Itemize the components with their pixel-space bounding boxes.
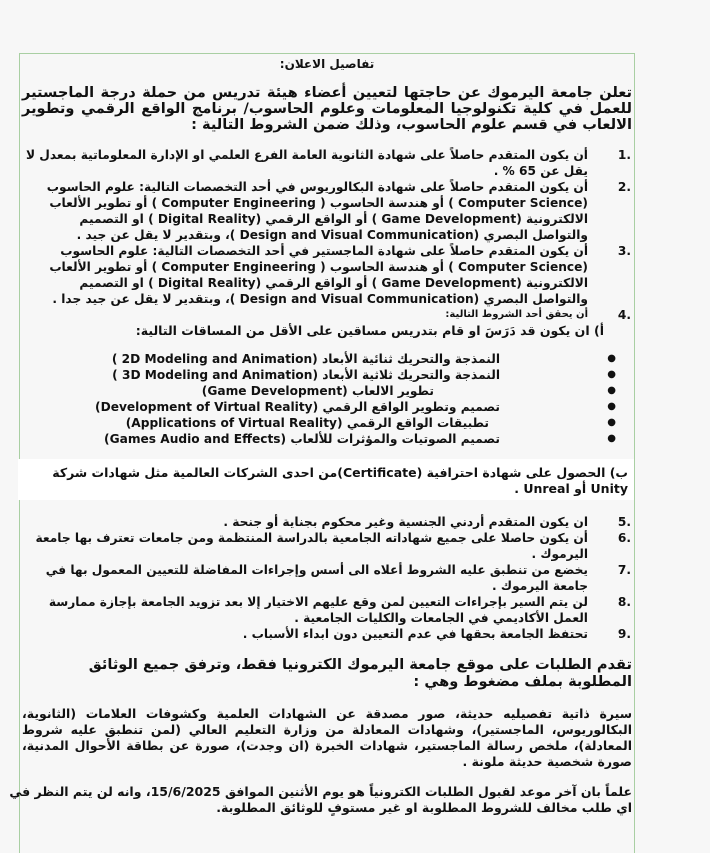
condition-text: أن يكون المتقدم حاصلاً على شهادة الماجستير في أحد التخصصات التالية: علوم الحاسوب (Computer Science ) أو هندسة الحاسوب ( Computer Engineering ) أو تطوير الألعاب الالكترونية (Game Development ) أو الواقع الرقمي (Digital Reality ) او التصميم والتواصل البصري (Design and Visual Communication )، وبتقدير لا يقل عن جيد جدا .: [49, 244, 588, 306]
condition-number: 3.: [617, 244, 631, 258]
condition-number: 8.: [617, 595, 631, 609]
condition-item: [20, 179, 634, 243]
course-text: النمذجة والتحريك ثلاثية الأبعاد (3D Modeling and Animation ): [112, 368, 500, 382]
condition-text: أن يكون المتقدم حاصلاً على شهادة الثانوية العامة الفرع العلمي او الإدارة المعلوماتية بمعدل لا يقل عن 65 % .: [25, 148, 588, 178]
bullet-icon: ●: [607, 369, 616, 380]
bullet-icon: ●: [607, 433, 616, 444]
course-item: [20, 351, 634, 367]
course-item: [20, 367, 634, 383]
option-a-text: أ) ان يكون قد دَرَسَ او قام بتدريس مساقين على الأقل من المساقات التالية:: [135, 323, 604, 338]
courses-list: [20, 351, 634, 447]
condition-number: 7.: [617, 563, 631, 577]
deadline-notice: علماً بان آخر موعد لقبول الطلبات الكترونياً هو يوم الأثنين الموافق 15/6/2025، وانه لن يتم النظر في اي طلب مخالف للشروط المطلوبة او غير مستوفٍ للوثائق المطلوبة.: [9, 784, 632, 815]
condition-text: ان يكون المتقدم أردني الجنسية وغير محكوم بجناية أو جنحة .: [223, 515, 588, 529]
condition-item: [20, 594, 634, 626]
condition-number: 2.: [617, 180, 631, 194]
condition-number: 6.: [617, 531, 631, 545]
condition-item: [20, 626, 634, 642]
condition-number: 9.: [617, 627, 631, 641]
condition-text: أن يكون المتقدم حاصلاً على شهادة البكالوريوس في أحد التخصصات التالية: علوم الحاسوب (Computer Science ) أو هندسة الحاسوب ( Computer Engineering ) أو تطوير الألعاب الالكترونية (Game Development ) أو الواقع الرقمي (Digital Reality ) او التصميم والتواصل البصري (Design and Visual Communication )، وبتقدير لا يقل عن جيد .: [46, 180, 588, 242]
condition-item: [20, 147, 634, 179]
bullet-icon: ●: [607, 353, 616, 364]
condition-text: تحتفظ الجامعة بحقها في عدم التعيين دون ابداء الأسباب .: [242, 627, 588, 641]
submission-instructions: تقدم الطلبات على موقع جامعة اليرموك الكترونيا فقط، وترفق جميع الوثائق المطلوبة بملف مضغوط وهي :: [88, 656, 632, 690]
condition-item: [20, 562, 634, 594]
course-item: [20, 399, 634, 415]
conditions-list-continued: [20, 514, 634, 642]
announcement-box: [9, 53, 635, 853]
course-item: [20, 431, 634, 447]
condition-item: [20, 514, 634, 530]
required-documents: سيرة ذاتية تفصيليه حديثة، صور مصدقة عن الشهادات العلمية وكشوفات العلامات (الثانوية، البكالوريوس، الماجستير)، وشهادات المعادلة من وزارة التعليم العالي (لمن تنطبق عليه شروط المعادلة)، ملخص رسالة الماجستير، شهادات الخبرة (ان وجدت)، صورة عن بطاقة الأحوال المدنية، صورة شخصية حديثة ملونة .: [22, 706, 632, 769]
course-item: [20, 415, 634, 431]
condition-item: [20, 530, 634, 562]
conditions-list: [20, 147, 634, 323]
course-text: النمذجة والتحريك ثنائية الأبعاد (2D Modeling and Animation ): [111, 352, 500, 366]
condition-number: 4.: [617, 308, 631, 322]
condition-text: يخضع من تنطبق عليه الشروط أعلاه الى أسس وإجراءات المفاضلة للتعيين المعمول بها في جامعة اليرموك .: [45, 563, 588, 593]
announcement-intro: تعلن جامعة اليرموك عن حاجتها لتعيين أعضاء هيئة تدريس من حملة درجة الماجستير للعمل في كلية تكنولوجيا المعلومات وعلوم الحاسوب/ برنامج الواقع الرقمي وتطوير الالعاب في قسم علوم الحاسوب، وذلك ضمن الشروط التالية :: [22, 84, 632, 133]
condition-text: أن يكون حاصلا على جميع شهاداته الجامعية بالدراسة المنتظمة ومن جامعات تعترف بها جامعة اليرموك .: [35, 531, 588, 561]
bullet-icon: ●: [607, 385, 616, 396]
announcement-title: تفاصيل الاعلان:: [279, 57, 375, 71]
condition-item: [20, 243, 634, 307]
option-b-text: ب) الحصول على شهادة احترافية (Certificate)من احدى الشركات العالمية مثل شهادات شركة Unity أو Unreal .: [52, 465, 628, 496]
course-text: تطوير الالعاب (Game Development): [201, 384, 434, 398]
course-text: تصميم وتطوير الواقع الرقمي (Development of Virtual Reality): [95, 400, 500, 414]
course-item: [20, 383, 634, 399]
course-text: تصميم الصوتيات والمؤثرات للألعاب (Games Audio and Effects): [104, 432, 500, 446]
condition-number: 5.: [617, 515, 631, 529]
bullet-icon: ●: [607, 401, 616, 412]
condition-item: [20, 307, 634, 323]
course-text: تطبيقات الواقع الرقمي (Applications of Virtual Reality): [125, 416, 489, 430]
condition-number: 1.: [617, 148, 631, 162]
bullet-icon: ●: [607, 417, 616, 428]
condition-text: لن يتم السير بإجراءات التعيين لمن وقع عليهم الاختيار إلا بعد تزويد الجامعة بإجازة ممارسة العمل الأكاديمي في الجامعات والكليات الجامعية .: [48, 595, 588, 625]
option-b-block: [18, 459, 634, 500]
condition-text: أن يحقق أحد الشروط التالية:: [445, 309, 588, 320]
